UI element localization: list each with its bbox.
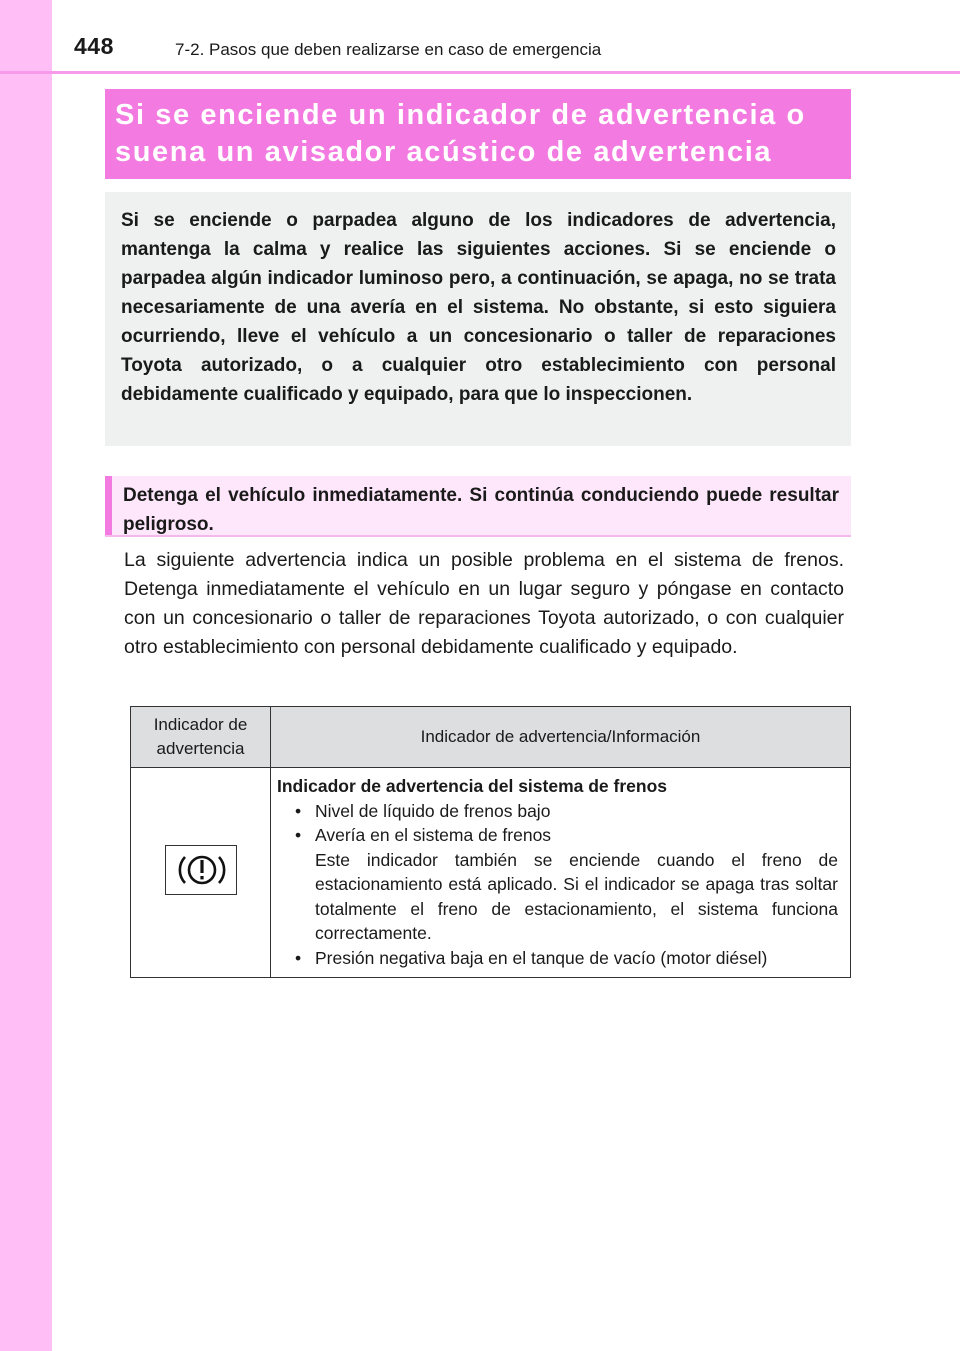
intro-box [105,192,851,446]
list-item: • Nivel de líquido de frenos bajo [277,799,838,824]
section-title-line-1: Si se enciende un indicador de advertencia o [115,99,806,131]
table-row [131,768,851,978]
left-margin-band [0,0,52,1351]
parking-brake-note: Este indicador también se enciende cuando el freno de estacionamiento está aplicado. Si el indicador se apaga tras soltar totalmente el freno de estacionamiento, el sistema funciona correctamente. [315,849,838,943]
list-item: • Avería en el sistema de frenos Este indicador también se enciende cuando el freno de estacionamiento está aplicado. Si el indicador se apaga tras soltar totalmente el freno de estacionamiento, el sistema funciona correctamente. [277,823,838,946]
header-info: Indicador de advertencia/Información [271,707,851,768]
warning-text: Detenga el vehículo inmediatamente. Si continúa conduciendo puede resultar peligroso. [123,485,839,535]
intro-text: Si se enciende o parpadea alguno de los indicadores de advertencia, mantenga la calma y realice las siguientes acciones. Si se enciende o parpadea algún indicador luminoso pero, a continuación, se apaga, no se trata necesariamente de una avería en el sistema. No obstante, si esto siguiera ocurriendo, lleve el vehículo a un concesionario o taller de reparaciones Toyota autorizado, o a cualquier otro establecimiento con personal debidamente cualificado y equipado, para que lo inspeccionen. [121,210,836,405]
table-header-row [131,707,851,768]
section-title [105,89,851,179]
indicator-title: Indicador de advertencia del sistema de frenos [277,776,667,796]
section-title-line-2: suena un avisador acústico de advertencia [115,136,773,168]
indicator-icon-cell [131,768,271,978]
list-item: • Presión negativa baja en el tanque de vacío (motor diésel) [277,946,838,971]
page-number: 448 [74,33,114,59]
indicator-causes-list [277,799,838,971]
brake-warning-icon [165,845,237,895]
header-indicator: Indicador de advertencia [131,707,271,768]
indicator-table [130,706,851,978]
header-rule [0,71,960,74]
body-text: La siguiente advertencia indica un posible problema en el sistema de frenos. Detenga inmediatamente el vehículo en un lugar seguro y póngase en contacto con un concesionario o taller de reparaciones Toyota autorizado, o con cualquier otro establecimiento con personal debidamente cualificado y equipado. [124,549,844,658]
section-path: 7-2. Pasos que deben realizarse en caso de emergencia [175,40,602,59]
indicator-info-cell [271,768,851,978]
warning-box [105,476,851,537]
